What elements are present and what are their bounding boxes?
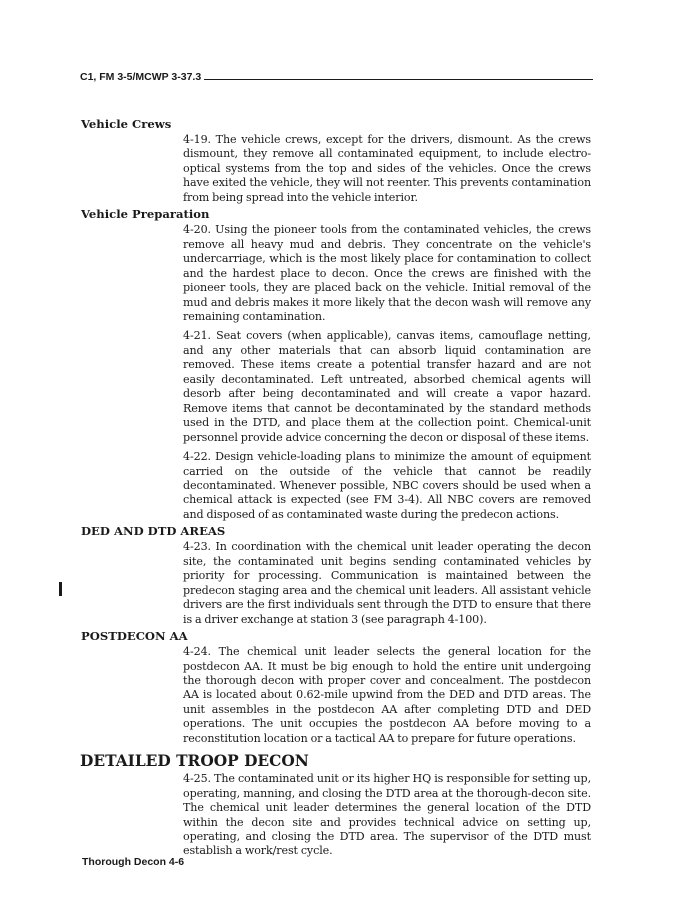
paragraph-4-21: 4-21. Seat covers (when applicable), canvas items, camouflage netting, and any other materials that can absorb liquid contamination are removed. These items create a potential transfer hazard and are not easily decontaminated. Left untreated, absorbed chemical agents will desorb after being decontaminated and will create a vapor hazard. Remove items that cannot be decontaminated by the standard methods used in the DTD, and place them at the collection point. Chemical-unit personnel provide advice concerning the decon or disposal of these items. <box>183 329 591 444</box>
page-body <box>0 116 693 860</box>
paragraph-4-25: 4-25. The contaminated unit or its higher HQ is responsible for setting up, operating, manning, and closing the DTD area at the thorough-decon site. The chemical unit leader determines the general location of the DTD within the decon site and provides technical advice on setting up, operating, and closing the DTD area. The supervisor of the DTD must establish a work/rest cycle. <box>183 772 591 858</box>
paragraph-4-20: 4-20. Using the pioneer tools from the contaminated vehicles, the crews remove all heavy mud and debris. They concentrate on the vehicle's undercarriage, which is the most likely place for contamination to collect and the hardest place to decon. Once the crews are finished with the pioneer tools, they are placed back on the vehicle. Initial removal of the mud and debris makes it more likely that the decon wash will remove any remaining contamination. <box>183 223 591 323</box>
paragraph-4-24: 4-24. The chemical unit leader selects the general location for the postdecon AA. It must be big enough to hold the entire unit undergoing the thorough decon with proper cover and concealment. The postdecon AA is located about 0.62-mile upwind from the DED and DTD areas. The unit assembles in the postdecon AA after completing DTD and DED operations. The unit occupies the postdecon AA before moving to a reconstitution location or a tactical AA to prepare for future operations. <box>183 645 591 745</box>
header-rule <box>204 79 593 80</box>
section-heading-vehicle-crews: Vehicle Crews <box>81 117 172 131</box>
paragraph-4-19: 4-19. The vehicle crews, except for the drivers, dismount. As the crews dismount, they remove all contaminated equipment, to include electro-optical systems from the top and sides of the vehicles. Once the crews have exited the vehicle, they will not reenter. This prevents contamination from being spread into the vehicle interior. <box>183 133 591 204</box>
section-heading-vehicle-preparation: Vehicle Preparation <box>81 207 210 222</box>
major-heading-detailed-troop-decon: DETAILED TROOP DECON <box>80 752 309 771</box>
paragraph-4-23: 4-23. In coordination with the chemical unit leader operating the decon site, the contaminated unit begins sending contaminated vehicles by priority for processing. Communication is maintained between the predecon staging area and the chemical unit leaders. All assistant vehicle drivers are the first individuals sent through the DTD to ensure that there is a driver exchange at station 3 (see paragraph 4-100). <box>183 540 591 626</box>
running-head-title: C1, FM 3-5/MCWP 3-37.3 <box>80 71 202 83</box>
section-heading-postdecon-aa: POSTDECON AA <box>81 629 188 644</box>
change-bar <box>59 582 62 596</box>
page-footer: Thorough Decon 4-6 <box>82 856 185 868</box>
running-header <box>80 71 593 85</box>
section-heading-ded-dtd-areas: DED AND DTD AREAS <box>81 524 226 539</box>
paragraph-4-22: 4-22. Design vehicle-loading plans to minimize the amount of equipment carried on the outside of the vehicle that cannot be readily decontaminated. Whenever possible, NBC covers should be used when a chemical attack is expected (see FM 3-4). All NBC covers are removed and disposed of as contaminated waste during the predecon actions. <box>183 450 591 521</box>
